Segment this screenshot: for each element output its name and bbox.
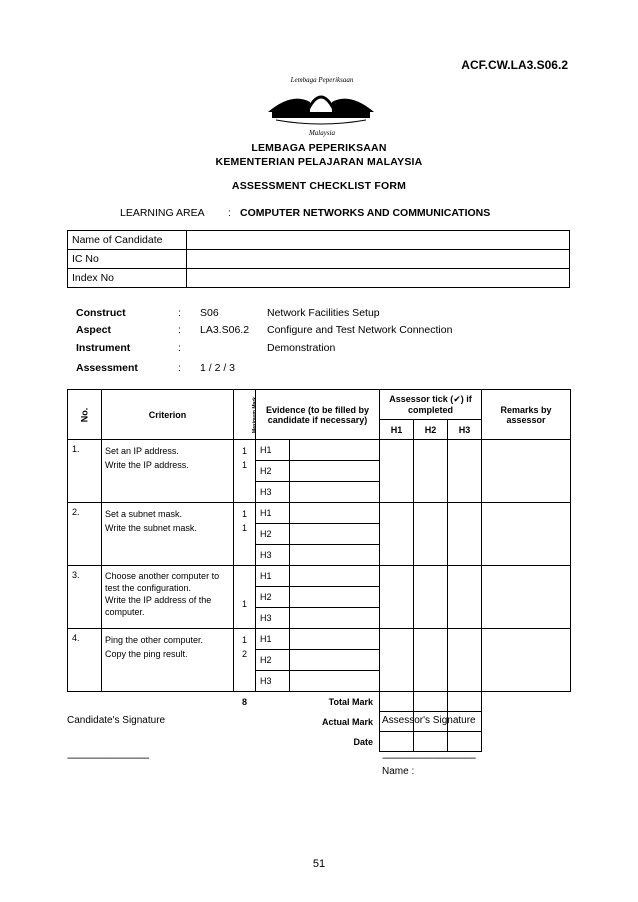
row2-criterion [102, 503, 234, 566]
row2-h3-label: H3 [256, 545, 290, 566]
header-line2: KEMENTERIAN PELAJARAN MALAYSIA [215, 156, 423, 168]
row4-h1-label: H1 [256, 629, 290, 650]
total-mark-label: Total Mark [328, 696, 374, 707]
col-header-max-mark [234, 390, 259, 440]
row2-evidence-h1[interactable] [290, 503, 380, 524]
instrument-colon: : [178, 342, 181, 354]
row3-tick-h1[interactable] [380, 566, 414, 629]
row1-h3-label: H3 [256, 482, 290, 503]
date-h1[interactable] [380, 732, 414, 752]
row1-evidence-h2[interactable] [290, 461, 380, 482]
learning-area-label: LEARNING AREA [120, 207, 205, 219]
row4-tick-h2[interactable] [414, 629, 448, 692]
lembaga-peperiksaan-logo [262, 72, 380, 138]
row2-evidence-h3[interactable] [290, 545, 380, 566]
row3-criterion-a: Choose another computer to test the configuration. [105, 571, 220, 593]
row2-mark-b: 1 [241, 523, 247, 533]
col-header-evidence: Evidence (to be filled by candidate if necessary) [256, 390, 380, 440]
construct-label: Construct [76, 307, 126, 319]
construct-colon: : [178, 307, 181, 319]
col-header-h1: H1 [380, 420, 414, 440]
ic-label: IC No [68, 250, 187, 269]
col-header-max-mark-text: Maximum Mark [252, 396, 259, 433]
row4-evidence-h1[interactable] [290, 629, 380, 650]
aspect-colon: : [178, 324, 181, 336]
header-line1: LEMBAGA PEPERIKSAAN [251, 142, 387, 154]
total-mark-h2[interactable] [414, 692, 448, 712]
row1-tick-h2[interactable] [414, 440, 448, 503]
col-header-criterion: Criterion [102, 390, 234, 440]
row4-mark-a: 1 [241, 635, 247, 645]
aspect-code: LA3.S06.2 [200, 324, 250, 336]
row3-h2-label: H2 [256, 587, 290, 608]
actual-mark-label: Actual Mark [321, 716, 374, 727]
row2-tick-h3[interactable] [448, 503, 482, 566]
row4-criterion-a: Ping the other computer. [105, 635, 204, 645]
instrument-desc: Demonstration [267, 342, 336, 354]
col-header-assessor-tick: Assessor tick (✔) if completed [380, 390, 482, 420]
aspect-label: Aspect [76, 324, 112, 336]
total-mark-h3[interactable] [448, 692, 482, 712]
row3-criterion [102, 566, 234, 629]
row1-marks [234, 440, 256, 503]
row4-criterion [102, 629, 234, 692]
assessor-signature-label: Assessor's Signature [382, 715, 476, 726]
row2-criterion-b: Write the subnet mask. [105, 523, 197, 533]
form-title: ASSESSMENT CHECKLIST FORM [231, 180, 407, 192]
construct-desc: Network Facilities Setup [267, 307, 380, 319]
row1-criterion [102, 440, 234, 503]
name-label: Name of Candidate [68, 231, 187, 250]
row1-no: 1. [68, 440, 102, 503]
row1-mark-a: 1 [241, 446, 247, 456]
assessor-name-label: Name : [382, 766, 415, 777]
ic-field[interactable] [187, 250, 570, 269]
row1-evidence-h1[interactable] [290, 440, 380, 461]
candidate-table [67, 230, 570, 288]
logo-text-top: Lembaga Peperiksaan [290, 76, 354, 84]
row4-criterion-b: Copy the ping result. [105, 649, 188, 659]
row2-tick-h1[interactable] [380, 503, 414, 566]
candidate-signature-label: Candidate's Signature [67, 715, 166, 726]
row3-remarks[interactable] [482, 566, 571, 629]
row1-h2-label: H2 [256, 461, 290, 482]
row3-tick-h2[interactable] [414, 566, 448, 629]
row4-mark-b: 2 [241, 649, 247, 659]
logo-text-bottom: Malaysia [308, 129, 336, 137]
row3-tick-h3[interactable] [448, 566, 482, 629]
row3-mark-a: 1 [241, 599, 247, 609]
row3-marks [234, 566, 256, 629]
row4-h3-label: H3 [256, 671, 290, 692]
row2-mark-a: 1 [241, 509, 247, 519]
col-header-no-text: No. [79, 407, 90, 422]
row2-tick-h2[interactable] [414, 503, 448, 566]
col-header-h3: H3 [448, 420, 482, 440]
assessor-signature-line[interactable]: ---------------------------------------- [382, 753, 476, 764]
date-label: Date [353, 736, 374, 747]
row1-criterion-b: Write the IP address. [105, 460, 189, 470]
row4-evidence-h3[interactable] [290, 671, 380, 692]
row4-tick-h1[interactable] [380, 629, 414, 692]
row1-mark-b: 1 [241, 460, 247, 470]
row4-h2-label: H2 [256, 650, 290, 671]
assessment-label: Assessment [76, 362, 138, 374]
row3-criterion-b: Write the IP address of the computer. [105, 595, 212, 617]
row4-no: 4. [68, 629, 102, 692]
index-field[interactable] [187, 269, 570, 288]
row2-h2-label: H2 [256, 524, 290, 545]
page-number: 51 [312, 858, 326, 870]
row3-evidence-h2[interactable] [290, 587, 380, 608]
date-h3[interactable] [448, 732, 482, 752]
assessment-code: 1 / 2 / 3 [200, 362, 236, 374]
aspect-desc: Configure and Test Network Connection [267, 324, 453, 336]
total-mark-value: 8 [241, 696, 247, 707]
row3-no: 3. [68, 566, 102, 629]
row4-remarks[interactable] [482, 629, 571, 692]
document-code: ACF.CW.LA3.S06.2 [461, 58, 568, 72]
row2-h1-label: H1 [256, 503, 290, 524]
row3-h3-label: H3 [256, 608, 290, 629]
row4-tick-h3[interactable] [448, 629, 482, 692]
row3-evidence-h3[interactable] [290, 608, 380, 629]
row3-evidence-h1[interactable] [290, 566, 380, 587]
row1-tick-h1[interactable] [380, 440, 414, 503]
candidate-signature-line[interactable]: ----------------------------------- [67, 753, 149, 764]
row4-evidence-h2[interactable] [290, 650, 380, 671]
row3-h1-label: H1 [256, 566, 290, 587]
instrument-label: Instrument [76, 342, 131, 354]
row1-evidence-h3[interactable] [290, 482, 380, 503]
date-h2[interactable] [414, 732, 448, 752]
construct-code: S06 [200, 307, 219, 319]
checklist-table [67, 389, 571, 752]
index-label: Index No [68, 269, 187, 288]
row1-remarks[interactable] [482, 440, 571, 503]
total-mark-h1[interactable] [380, 692, 414, 712]
col-header-remarks: Remarks by assessor [482, 390, 571, 440]
name-field[interactable] [187, 231, 570, 250]
row4-marks [234, 629, 256, 692]
row1-tick-h3[interactable] [448, 440, 482, 503]
row2-no: 2. [68, 503, 102, 566]
learning-area-value: COMPUTER NETWORKS AND COMMUNICATIONS [240, 207, 491, 219]
learning-area-colon: : [228, 207, 231, 219]
row2-evidence-h2[interactable] [290, 524, 380, 545]
row1-h1-label: H1 [256, 440, 290, 461]
col-header-no [68, 390, 102, 440]
row1-criterion-a: Set an IP address. [105, 446, 179, 456]
assessment-colon: : [178, 362, 181, 374]
row2-criterion-a: Set a subnet mask. [105, 509, 183, 519]
row2-remarks[interactable] [482, 503, 571, 566]
col-header-h2: H2 [414, 420, 448, 440]
row2-marks [234, 503, 256, 566]
